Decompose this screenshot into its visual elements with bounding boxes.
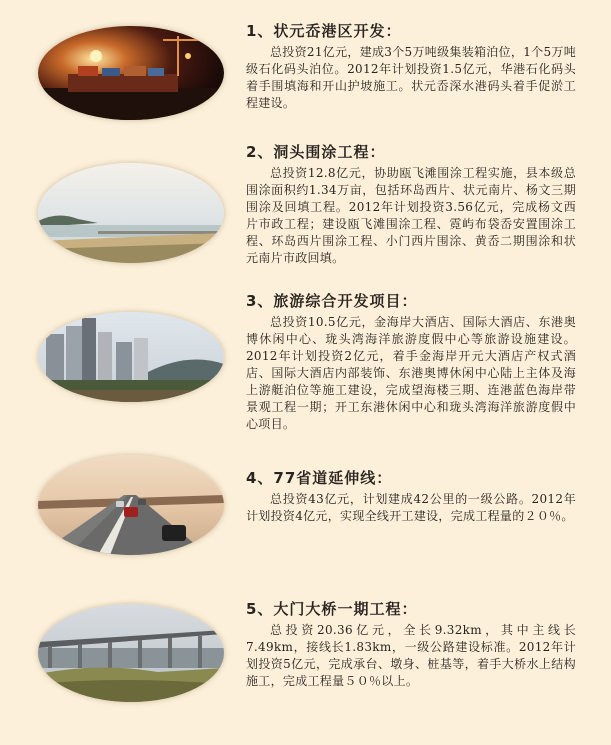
city-towers-photo — [38, 312, 224, 402]
project-description: 总投资20.36亿元，全长9.32km，其中主线长7.49km，接线长1.83km，一级公路建设标准。2012年计划投资5亿元，完成承台、墩身、桩基等，着手大桥水上结构施工，完成工程量５０％以上。 — [246, 623, 576, 688]
project-description: 总投资43亿元，计划建成42公里的一级公路。2012年计划投资4亿元，实现全线开工建设，完成工程量的２０％。 — [246, 492, 576, 523]
night-port-photo — [38, 26, 224, 120]
coastal-reclamation-photo — [38, 163, 224, 263]
project-description: 总投资10.5亿元，金海岸大酒店、国际大酒店、东港奥博休闲中心、珑头湾海洋旅游度假中心等旅游设施建设。2012年计划投资2亿元，着手金海岸开元大酒店产权式酒店、国际大酒店内部装饰、东港奥博休闲中心陆上主体及海上游艇泊位等施工建设，完成望海楼三期、连港蓝色海岸带景观工程一期；开工东港休闲中心和珑头湾海洋旅游度假中心项目。 — [246, 315, 576, 431]
project-title: 4、77省道延伸线： — [246, 469, 393, 487]
project-title: 1、状元岙港区开发： — [246, 22, 402, 40]
project-title: 2、洞头围涂工程： — [246, 143, 386, 161]
highway-photo — [38, 455, 224, 555]
bridge-photo — [38, 604, 224, 702]
project-title: 3、旅游综合开发项目： — [246, 292, 418, 310]
project-title: 5、大门大桥一期工程： — [246, 600, 418, 618]
project-description: 总投资21亿元，建成3个5万吨级集装箱泊位，1个5万吨级石化码头泊位。2012年计划投资1.5亿元，华港石化码头着手围填海和开山护坡施工。状元岙深水港码头着手促淤工程建设。 — [246, 45, 576, 110]
project-description: 总投资12.8亿元，协助瓯飞滩围涂工程实施，县本级总围涂面积约1.34万亩，包括环岛西片、状元南片、杨文三期围涂及回填工程。2012年计划投资3.56亿元，完成杨文西片市政工程；建设瓯飞滩围涂工程、霓屿布袋岙安置围涂工程、环岛西片围涂工程、小门西片围涂、黄岙二期围涂和状元南片市政回填。 — [246, 166, 576, 265]
